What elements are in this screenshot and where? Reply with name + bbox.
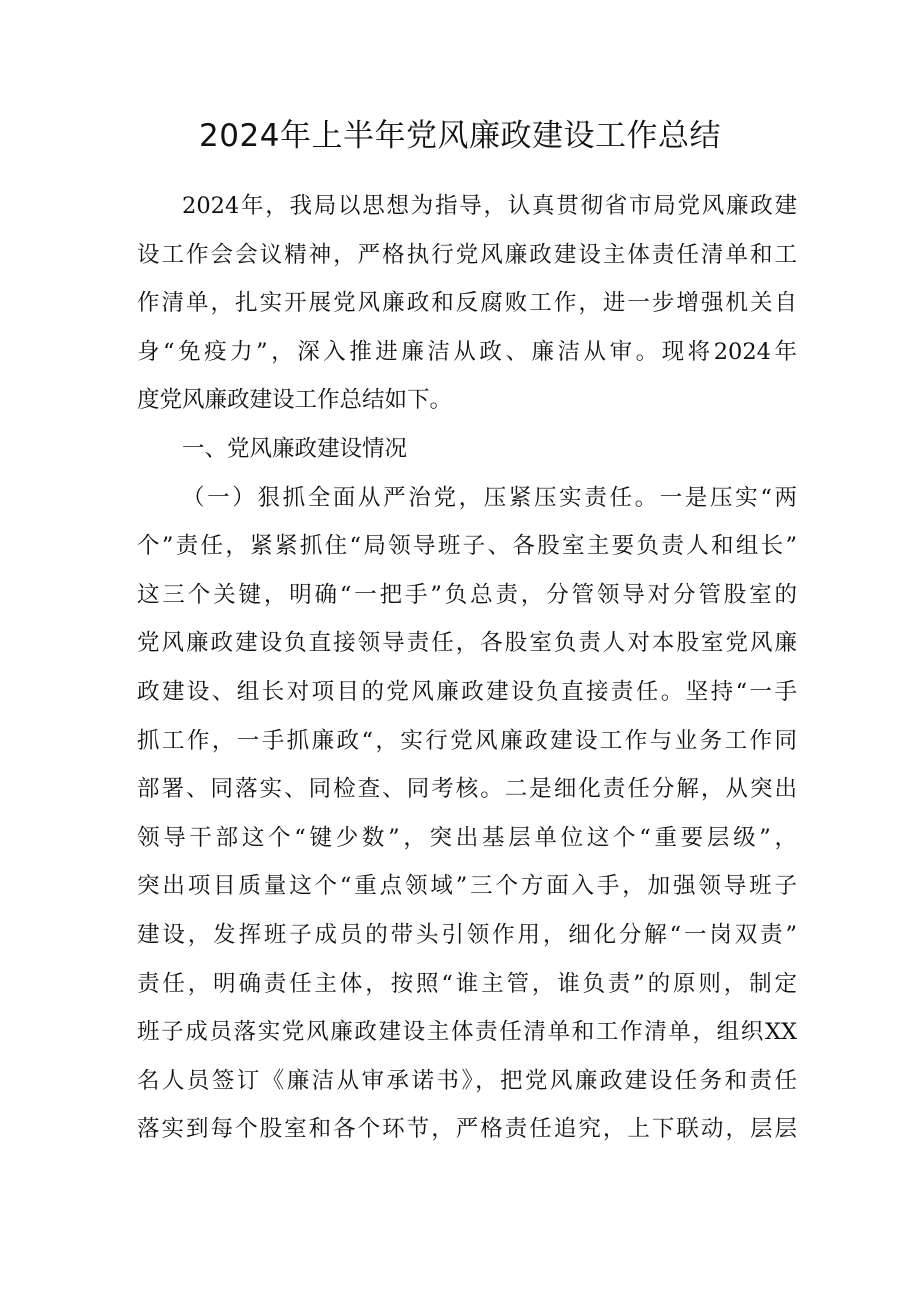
text-line: 2024年，我局以思想为指导，认真贯彻省市局党风廉政建 xyxy=(182,193,797,219)
text-line: 建设，发挥班子成员的带头引领作用，细化分解“一岗双责” xyxy=(137,921,797,948)
text-line: 落实到每个股室和各个环节，严格责任追究，上下联动，层层 xyxy=(137,1116,797,1143)
document-title: 2024年上半年党风廉政建设工作总结 xyxy=(199,118,721,154)
text-line: 班子成员落实党风廉政建设主体责任清单和工作清单，组织XX xyxy=(137,1019,797,1046)
text-line: 名人员签订《廉洁从审承诺书》，把党风廉政建设任务和责任 xyxy=(137,1067,797,1094)
text-line: 作清单，扎实开展党风廉政和反腐败工作，进一步增强机关自 xyxy=(137,290,797,317)
text-line: 设工作会会议精神，严格执行党风廉政建设主体责任清单和工 xyxy=(137,241,797,268)
text-line: 个”责任，紧紧抓住“局领导班子、各股室主要负责人和组长” xyxy=(137,533,797,560)
text-line: （一）狠抓全面从严治党，压紧压实责任。一是压实“两 xyxy=(182,484,797,511)
document-body xyxy=(137,155,797,1154)
text-line: 部署、同落实、同检查、同考核。二是细化责任分解，从突出 xyxy=(137,776,797,803)
section-heading: 一、党风廉政建设情况 xyxy=(182,435,408,462)
text-line: 领导干部这个“键少数”，突出基层单位这个“重要层级”， xyxy=(137,824,797,851)
text-line: 党风廉政建设负直接领导责任，各股室负责人对本股室党风廉 xyxy=(137,630,797,657)
text-line: 责任，明确责任主体，按照“谁主管，谁负责”的原则，制定 xyxy=(137,970,797,997)
text-line: 这三个关键，明确“一把手”负总责，分管领导对分管股室的 xyxy=(137,581,797,608)
text-line: 抓工作，一手抓廉政“，实行党风廉政建设工作与业务工作同 xyxy=(137,727,797,754)
text-line: 政建设、组长对项目的党风廉政建设负直接责任。坚持“一手 xyxy=(137,678,797,705)
text-line: 突出项目质量这个“重点领域”三个方面入手，加强领导班子 xyxy=(137,873,797,900)
text-line: 度党风廉政建设工作总结如下。 xyxy=(137,387,453,414)
text-line: 身“免疫力”，深入推进廉洁从政、廉洁从审。现将2024年 xyxy=(137,338,797,365)
